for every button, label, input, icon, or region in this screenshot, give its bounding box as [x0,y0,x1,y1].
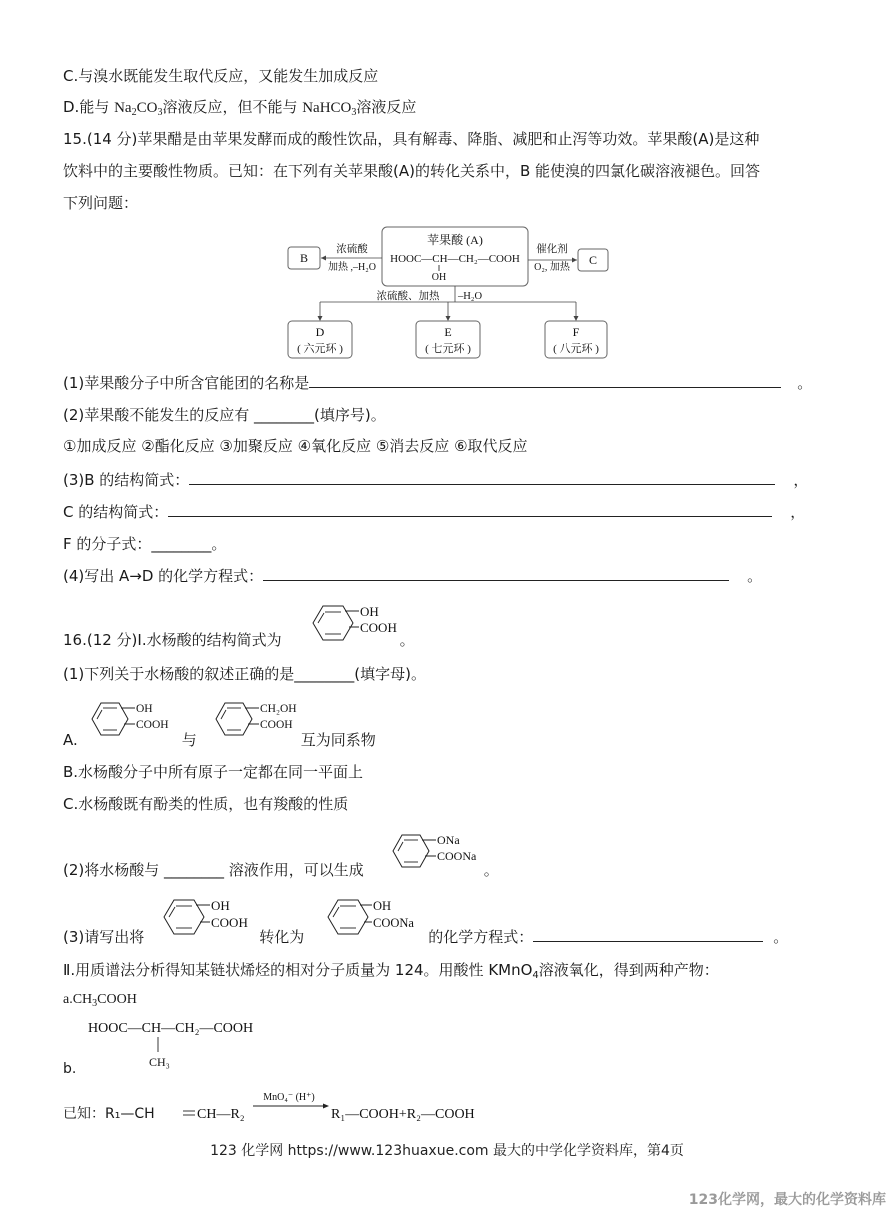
q15-part3-b-answer-blank[interactable] [189,470,775,485]
na2co3-sub1: 2 [131,107,137,118]
page-footer: 123 化学网 https://www.123huaxue.com 最大的中学化学资料库，第4页 [210,1143,684,1159]
box-c-label: C [588,253,598,267]
product-b-ch3: CH₃ [149,1055,170,1069]
q16-option-a-mid: 与 [181,731,197,749]
q15-intro-line2: 饮料中的主要酸性物质。已知：在下列有关苹果酸(A)的转化关系中，B 能使溴的四氯化碳溶液褪色。回答 [63,162,761,180]
option-a-cooh-2: COOH [260,719,293,731]
q16-part-ii-sub: 4 [532,970,539,981]
cond-a-b-bottom: 加热 ,–H₂O [328,262,376,273]
q14-option-c: C.与溴水既能发生取代反应，又能发生加成反应 [63,67,379,85]
product-a-post: COOH [97,992,137,1007]
salicylic-oh: OH [360,604,379,619]
arrow-to-d-head [318,316,323,321]
q15-part2-options: ①加成反应 ②酯化反应 ③加聚反应 ④氧化反应 ⑤消去反应 ⑥取代反应 [63,437,528,455]
q14-option-d-mid: 溶液反应，但不能与 [162,98,303,116]
box-f-sub: ( 八元环 ) [553,343,599,355]
product-a-sub: 3 [92,998,98,1009]
product-a-pre: a.CH [63,992,93,1007]
cond-down-left: 浓硫酸、加热 [376,291,440,302]
box-a-formula: HOOC—CH—CH₂—COOH [390,253,520,265]
q16-intro-text: 16.(12 分)Ⅰ.水杨酸的结构简式为 [63,631,282,649]
q15-part4-answer-blank[interactable] [263,566,729,581]
q16-part3-answer-blank[interactable] [533,927,763,942]
sodium-salicylate-structure [385,826,503,876]
na2co3-co: CO [136,100,158,116]
q16-part3-end: 的化学方程式： [428,928,534,946]
q16-part-ii-pre: Ⅱ.用质谱法分析得知某链状烯烃的相对分子质量为 124。用酸性 KMnO [63,961,533,979]
q16-part-ii [63,960,719,980]
salicylic-acid-structure [303,597,418,649]
option-a-oh: OH [136,703,153,715]
q16-part2-text: (2)将水杨酸与 ________ 溶液作用，可以生成 [63,861,364,879]
part3-oh: OH [211,898,230,913]
cond-a-b-top: 浓硫酸 [336,244,368,255]
known-reaction [63,1086,513,1126]
nahco3-sub: 3 [351,107,357,118]
q16-option-b: B.水杨酸分子中所有原子一定都在同一平面上 [63,763,364,781]
box-f-label: F [572,325,580,339]
product-b-label: b. [63,1061,77,1077]
q15-intro-line3: 下列问题： [63,194,139,212]
q14-option-d-pre: D.能与 [63,98,115,116]
option-a-salicylic-structure [84,694,184,744]
q15-part1 [63,373,812,393]
q16-option-a-label: A. [63,731,78,749]
q15-part3-f: F 的分子式：________。 [63,535,227,553]
q15-part3-b [63,470,808,490]
box-d-label: D [315,325,325,339]
q14-option-d [63,97,416,118]
reaction-arrow-head [323,1104,329,1109]
q15-part1-text: (1)苹果酸分子中所含官能团的名称是 [63,374,310,392]
q16-part-ii-post: 溶液氧化，得到两种产物： [538,961,719,979]
q15-part4-end: 。 [747,567,763,585]
q16-part2-end: 。 [483,861,499,879]
box-d-sub: ( 六元环 ) [297,343,343,355]
q14-option-d-post: 溶液反应 [356,98,417,116]
known-label: 已知：R₁—CH [63,1106,155,1122]
part3-target-oh: OH [373,899,392,913]
product-b-structure [86,1014,296,1072]
product-b-formula: HOOC—CH—CH₂—COOH [88,1021,254,1036]
q15-part3-b-text: (3)B 的结构简式： [63,471,190,489]
nahco3-text: NaHCO [302,100,352,116]
part3-cooh: COOH [211,915,248,930]
q15-part3-b-end: ， [793,471,809,489]
q16-part3-text: (3)请写出将 [63,928,145,946]
q15-part3-c [63,502,805,522]
malic-acid-conversion-diagram [280,224,620,368]
part3-sodium-salicylate-structure [320,891,432,943]
cond-a-c-top: 催化剂 [536,244,568,255]
q15-part3-c-text: C 的结构简式： [63,503,169,521]
box-a-title: 苹果酸 (A) [427,233,483,247]
q16-intro-end: 。 [399,631,415,649]
product-a [63,990,137,1010]
q16-option-c: C.水杨酸既有酚类的性质，也有羧酸的性质 [63,795,349,813]
box-e-label: E [444,325,452,339]
arrow-a-to-b-head [321,256,326,261]
part3-target-coona: COONa [373,916,414,930]
disodium-ona: ONa [437,833,460,847]
q15-part3-c-answer-blank[interactable] [168,502,772,517]
salicylic-cooh: COOH [360,620,397,635]
known-products: R₁—COOH+R₂—COOH [331,1107,475,1122]
part3-salicylic-structure [156,891,260,943]
arrow-to-e-head [446,316,451,321]
option-a-ch2oh: CH₂OH [260,703,297,715]
q16-part3-mid: 转化为 [259,928,305,946]
cond-down-right: –H₂O [457,291,483,302]
na2co3-na: Na [114,100,132,116]
cond-a-c-bottom: O₂, 加热 [534,262,570,273]
q15-part2: (2)苹果酸不能发生的反应有 ________(填序号)。 [63,406,386,424]
box-e-sub: ( 七元环 ) [425,343,471,355]
arrow-to-f-head [574,316,579,321]
q15-intro-line1: 15.(14 分)苹果醋是由苹果发酵而成的酸性饮品，具有解毒、降脂、减肥和止泻等功效。苹果酸(A)是这种 [63,130,760,148]
q15-part1-answer-blank[interactable] [309,373,781,388]
q15-part4 [63,566,762,586]
q15-part3-c-end: ， [790,503,806,521]
option-a-hydroxymethyl-structure [208,694,308,744]
q15-part1-end: 。 [797,374,813,392]
disodium-coona: COONa [437,849,477,863]
arrow-a-to-c-head [572,258,577,263]
q16-option-a-end: 互为同系物 [300,731,376,749]
q16-part3-fin: 。 [773,928,789,946]
box-b-label: B [299,251,309,265]
known-mid: CH—R₂ [197,1107,245,1122]
q16-part1: (1)下列关于水杨酸的叙述正确的是________(填字母)。 [63,665,426,683]
known-condition: MnO₄⁻ (H⁺) [263,1092,315,1103]
box-a-oh: OH [431,272,447,283]
q15-part4-text: (4)写出 A→D 的化学方程式： [63,567,264,585]
site-watermark: 123化学网，最大的化学资料库 [688,1192,886,1208]
na2co3-sub2: 3 [157,107,163,118]
option-a-cooh: COOH [136,719,169,731]
